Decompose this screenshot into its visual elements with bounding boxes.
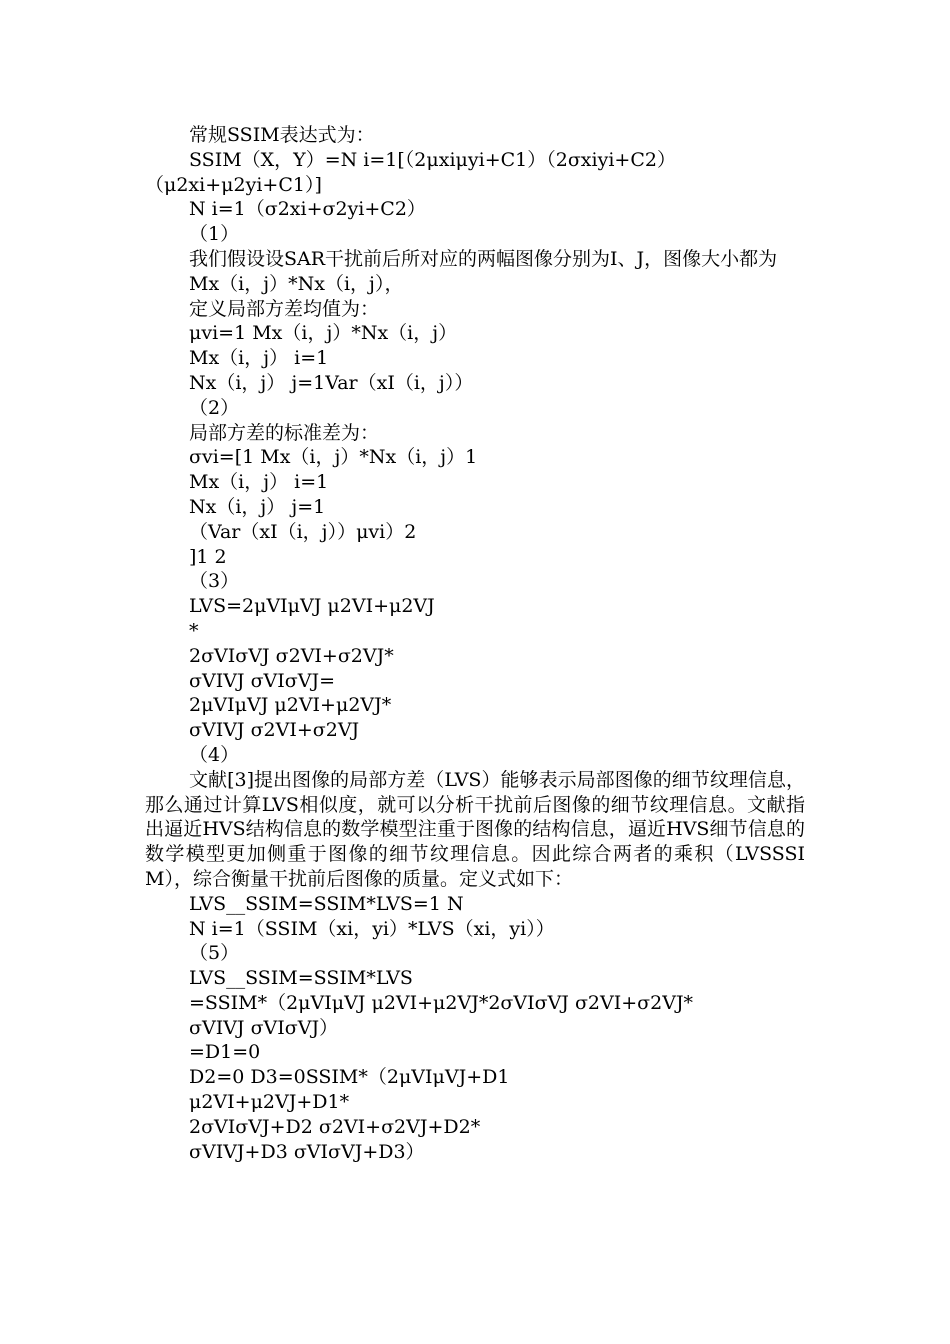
text-line: Nx（i，j） j=1: [189, 495, 326, 518]
text-line: σVIVJ σVIσVJ）: [189, 1016, 339, 1039]
text-line: LVS__SSIM=SSIM*LVS=1 N: [189, 892, 464, 915]
text-line: 常规SSIM表达式为：: [189, 124, 375, 146]
text-line: 2σVIσVJ σ2VI+σ2VJ*: [189, 644, 394, 667]
equation-number: （4）: [189, 743, 240, 766]
text-line: SSIM（X，Y）=N i=1[（2μxiμyi+C1）（2σxiyi+C2）: [189, 148, 676, 171]
text-line: σVIVJ σ2VI+σ2VJ: [189, 719, 360, 742]
text-line: σVIVJ+D3 σVIσVJ+D3）: [189, 1140, 425, 1163]
document-body: [145, 123, 810, 1164]
text-line: 2μVIμVJ μ2VI+μ2VJ*: [189, 694, 392, 717]
text-line: μvi=1 Mx（i，j）*Nx（i，j）: [189, 322, 458, 345]
text-line: N i=1（SSIM（xi，yi）*LVS（xi，yi））: [189, 917, 555, 940]
text-line: σVIVJ σVIσVJ=: [189, 669, 335, 692]
text-line: σvi=[1 Mx（i，j）*Nx（i，j）1: [189, 446, 478, 469]
text-line: （μ2xi+μ2yi+C1）]: [145, 173, 322, 196]
text-line: 定义局部方差均值为：: [189, 297, 380, 320]
text-line: μ2VI+μ2VJ+D1*: [189, 1091, 350, 1114]
text-line: =SSIM*（2μVIμVJ μ2VI+μ2VJ*2σVIσVJ σ2VI+σ2VJ*: [189, 991, 694, 1014]
text-line: LVS=2μVIμVJ μ2VI+μ2VJ: [189, 595, 435, 618]
text-line: LVS__SSIM=SSIM*LVS: [189, 967, 413, 990]
text-line: （Var（xI（i，j））μvi）2: [189, 520, 417, 543]
text-line: Nx（i，j） j=1Var（xI（i，j））: [189, 371, 474, 394]
equation-number: （2）: [189, 396, 240, 419]
text-line: Mx（i，j）*Nx（i，j），: [189, 272, 404, 295]
paragraph: 我们假设设SAR干扰前后所对应的两幅图像分别为I、J，图像大小都为: [189, 247, 778, 270]
text-line: N i=1（σ2xi+σ2yi+C2）: [189, 198, 426, 221]
text-line: =D1=0: [189, 1041, 261, 1064]
text-line: ]1 2: [189, 545, 227, 568]
equation-number: （1）: [189, 223, 240, 246]
text-line: 2σVIσVJ+D2 σ2VI+σ2VJ+D2*: [189, 1115, 481, 1138]
equation-number: （3）: [189, 570, 240, 593]
text-line: 局部方差的标准差为：: [189, 421, 380, 444]
text-line: Mx（i，j） i=1: [189, 471, 329, 494]
text-line: Mx（i，j） i=1: [189, 347, 329, 370]
paragraph: 文献[3]提出图像的局部方差（LVS）能够表示局部图像的细节纹理信息，那么通过计算LVS相似度，就可以分析干扰前后图像的细节纹理信息。文献指出逼近HVS结构信息的数学模型注重于图像的结构信息，逼近HVS细节信息的数学模型更加侧重于图像的细节纹理信息。因此综合两者的乘积（LVSSSIM），综合衡量干扰前后图像的质量。定义式如下：: [145, 768, 805, 890]
equation-number: （5）: [189, 942, 240, 965]
text-line: D2=0 D3=0SSIM*（2μVIμVJ+D1: [189, 1066, 510, 1089]
text-line: *: [189, 619, 199, 642]
